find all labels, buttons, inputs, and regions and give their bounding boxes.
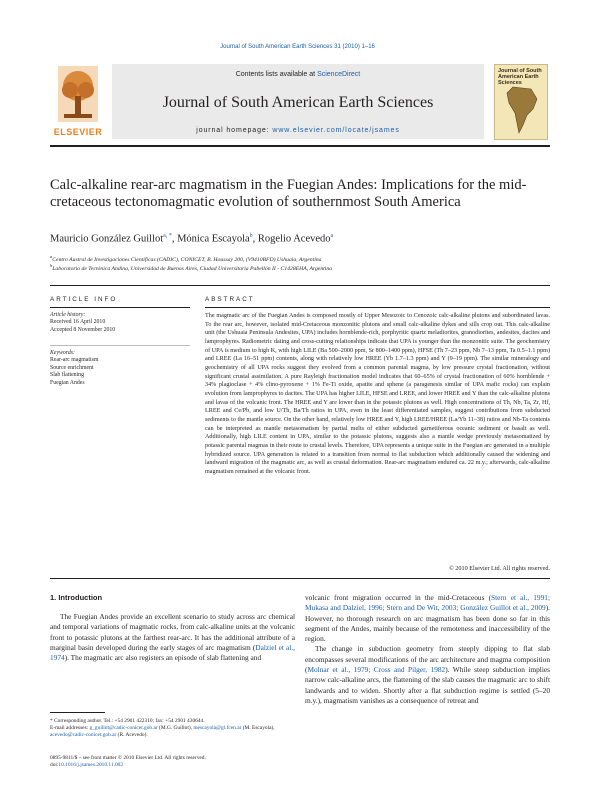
abstract-label: ABSTRACT (205, 296, 255, 303)
header-divider (50, 285, 550, 286)
keyword: Fuegian Andes (50, 379, 85, 386)
text-run: The Fuegian Andes provide an excellent scenario to study across arc chemical and temporal variations of magmatic rocks, from calc-alkaline units at the volcanic front to potassic plutons at the farthest rear-arc. It has the additional attribute of a marginal basin developed during the early stages of arc magmatism ( (50, 612, 295, 652)
cover-title: Journal of South American Earth Sciences (498, 68, 542, 86)
keyword: Rear-arc magmatism (50, 357, 99, 364)
author-name[interactable]: Mónica Escayola (177, 233, 250, 245)
masthead-rule (50, 145, 550, 147)
email-owner: (M. Escayola), (241, 725, 275, 731)
abstract-copyright: © 2010 Elsevier Ltd. All rights reserved. (449, 565, 550, 572)
journal-cover[interactable] (494, 64, 548, 140)
affiliation (50, 254, 550, 263)
doi-prefix: doi: (50, 762, 59, 768)
paragraph (305, 593, 550, 644)
email-link[interactable]: g_guillot@cadic-conicet.gob.ar (89, 725, 158, 731)
article-history (50, 312, 190, 334)
accepted-date: Accepted 8 November 2010 (50, 326, 116, 333)
journal-masthead (50, 60, 550, 143)
body-column-right (305, 593, 550, 706)
journal-homepage (112, 127, 484, 134)
south-america-map-icon (505, 85, 539, 135)
affiliation-mark: b (50, 263, 53, 268)
abstract-text: The magmatic arc of the Fuegian Andes is composed mostly of Upper Mesozoic to Cenozoic calc-alkaline plutons and subordinated lavas. To the rear arc, however, isolated mid-Cretaceous monzonitic plutons and small calc-alkaline dykes and sills crop out. This calc-alkaline unit (the Ushuaia Peninsula Andesites, UPA) includes hornblende-rich, porphyritic quartz meladiorites, granodiorites, andesites, dacites and lamprophyres. Radiometric dating and cross-cutting relationships indicate that UPA is younger than the monzonitic suite. The geochemistry of UPA is medium to high K, with high LILE (Ba 500–2000 ppm, Sr 800–1400 ppm), HFSE (Th 7–23 ppm, Nb 7–13 ppm, Ta 0.5–1.1 ppm) and LREE (La 16–51 ppm) contents, along with relatively low HREE (Yb 1.7–1.3 ppm) and Y (9–19 ppm). The similar mineralogy and geochemistry of all UPA rocks suggest they evolved from a common parental magma, by low pressure crystal fractionation, without significant crustal assimilation. A pure Rayleigh fractionation model indicates that 60–65% of crystal fractionation of 60% hornblende + 34% plagioclase + 4% clino-pyroxene + 1% Fe-Ti oxide, apatite and sphene (a paragenesis similar of UPA mafic rocks) can explain evolution from lamprophyres to dacites. The UPA has higher LILE, HFSE and LREE, and lower HREE and Y than the calc-alkaline plutons and lavas of the volcanic front. The HREE and Y are lower than in the potassic plutons as well. High concentrations of Th, Nb, Ta, Zr, Hf, LREE and Ce/Pb, and low U/Th, Ba/Th ratios in UPA, even in the least differentiated samples, suggest contributions from subducted sediments to the mantle source. On the other hand, relatively low HREE and Y, high LREE/HREE (La/Yb 11–38) ratios and Nb-Ta contents can be interpreted as mantle metasomatism by partial melts of either subducted garnetiferous oceanic sediment or basalt as well. Additionally, high LILE content in UPA, similar to the potassic plutons, suggests also a mantle wedge previously metasomatized by potassic parental magmas in their route to crustal levels. Therefore, UPA represents a unique suite in the Fuegian arc generated in a multiple hybridized source. UPA generation is related to a transition from normal to flat subduction which additionally caused the widening and landward migration of the magmatic arc, as well as crustal deformation. Rear-arc magmatism endured ca. 22 m.y.; afterwards, calc-alkaline magmatism remained at the volcanic front. (205, 313, 550, 475)
keyword: Slab flattening (50, 372, 84, 379)
text-run: ). However, no thorough research on arc magmatism has been done so far in this segment of the Andes, mainly because of the remoteness and inaccessibility of the region. (305, 603, 550, 644)
citation-link[interactable]: Stern et al., 1991; Mukasa and Dalziel, 1996; Stern and De Wit, 2003; González Guillot et al., 2009 (305, 593, 550, 613)
email-link[interactable]: mescayola@gl.fcen.ar (193, 725, 242, 731)
received-date: Received 16 April 2010 (50, 319, 106, 326)
text-run: ). The magmatic arc also registers an episode of slab flattening and (64, 653, 262, 663)
abstract-rule (205, 307, 550, 308)
affiliation-text: Centro Austral de Investigaciones Científicas (CADIC), CONICET, B. Houssay 200, (V9410BFD) Ushuaia, Argentina (52, 256, 322, 263)
journal-title: Journal of South American Earth Sciences (162, 94, 434, 111)
homepage-link[interactable]: www.elsevier.com/locate/jsames (272, 127, 400, 134)
journal-reference[interactable]: Journal of South American Earth Sciences 31 (2010) 1–16 (220, 44, 375, 50)
article-title: Calc-alkaline rear-arc magmatism in the Fuegian Andes: Implications for the mid-cretaceous tectonomagmatic evolution of southernmost South America (50, 177, 527, 210)
article-info-rule (50, 307, 190, 308)
info-divider (50, 345, 190, 346)
paragraph (305, 644, 550, 706)
text-run: volcanic front migration occurred in the mid-Cretaceous ( (305, 593, 492, 602)
text-run: ). While steep subduction implies narrow calc-alkaline arcs, the flattening of the slab causes the magmatic arc to shift landwards and to widen. Shortly after a flat subduction regime is settled (5–20 m.y.), magmatism vanishes as a consequence of retreat and (305, 665, 550, 705)
issn-line: 0895-9811/$ – see front matter © 2010 Elsevier Ltd. All rights reserved. (50, 755, 206, 761)
masthead-box (112, 64, 484, 139)
email-owner: (R. Acevedo). (116, 732, 148, 738)
history-heading: Article history: (50, 312, 86, 318)
keywords-heading: Keywords: (50, 350, 75, 356)
contents-prefix: Contents lists available at (235, 71, 318, 78)
doi-line (50, 762, 300, 769)
sciencedirect-link[interactable]: ScienceDirect (317, 71, 361, 78)
affiliation-text: Laboratorio de Tectónica Andina, Universidad de Buenos Aires, Ciudad Universitaria Pabellón II - C1428EHA, Argentina (52, 265, 333, 272)
affiliation (50, 263, 550, 272)
body-column-left (50, 612, 295, 663)
author-affiliation-mark[interactable]: a, * (163, 233, 172, 239)
contents-line (112, 71, 484, 78)
email-link[interactable]: acevedo@cadic-conicet.gob.ar (50, 732, 117, 738)
homepage-prefix: journal homepage: (196, 127, 273, 134)
email-owner: (M.G. Guillot), (157, 725, 194, 731)
keywords-block (50, 350, 190, 387)
author-affiliation-mark[interactable]: b (249, 233, 253, 239)
citation-link[interactable]: Dalziel et al., 1974 (50, 642, 295, 663)
elsevier-logo[interactable] (50, 64, 106, 139)
affiliation-mark: a (50, 254, 53, 259)
article-info-label: ARTICLE INFO (50, 296, 118, 303)
paragraph (50, 612, 295, 663)
doi-link[interactable]: 10.1016/j.jsames.2010.11.002 (58, 762, 124, 768)
author-name[interactable]: Rogelio Acevedo (257, 233, 331, 245)
author-list: Mauricio González Guillot$^{a, *}$, Mónica Escayola$^b$, Rogelio Acevedo$^a$ (50, 233, 334, 245)
keyword: Source enrichment (50, 364, 94, 371)
footnote-rule (50, 712, 105, 713)
section-heading: 1. Introduction (50, 593, 103, 602)
email-addresses (50, 725, 295, 739)
citation-link[interactable]: Molnar et al., 1979; Cross and Pilger, 1982 (307, 665, 446, 675)
author-name[interactable]: Mauricio González Guillot (50, 233, 164, 245)
elsevier-tree-icon (58, 66, 98, 122)
publisher-name: ELSEVIER (53, 127, 103, 137)
author-affiliation-mark[interactable]: a (330, 233, 334, 239)
issn-doi (50, 755, 300, 769)
abstract-bottom-rule (50, 578, 550, 579)
footnotes (50, 718, 295, 739)
email-prefix: E-mail addresses: (50, 725, 90, 731)
corresponding-author-note: * Corresponding author. Tel.: +54 2901 422310; fax: +54 2901 430644. (50, 718, 205, 724)
text-run: The change in subduction geometry from steeply dipping to flat slab encompasses several modifications of the arc architecture and magma composition ( (305, 644, 550, 675)
